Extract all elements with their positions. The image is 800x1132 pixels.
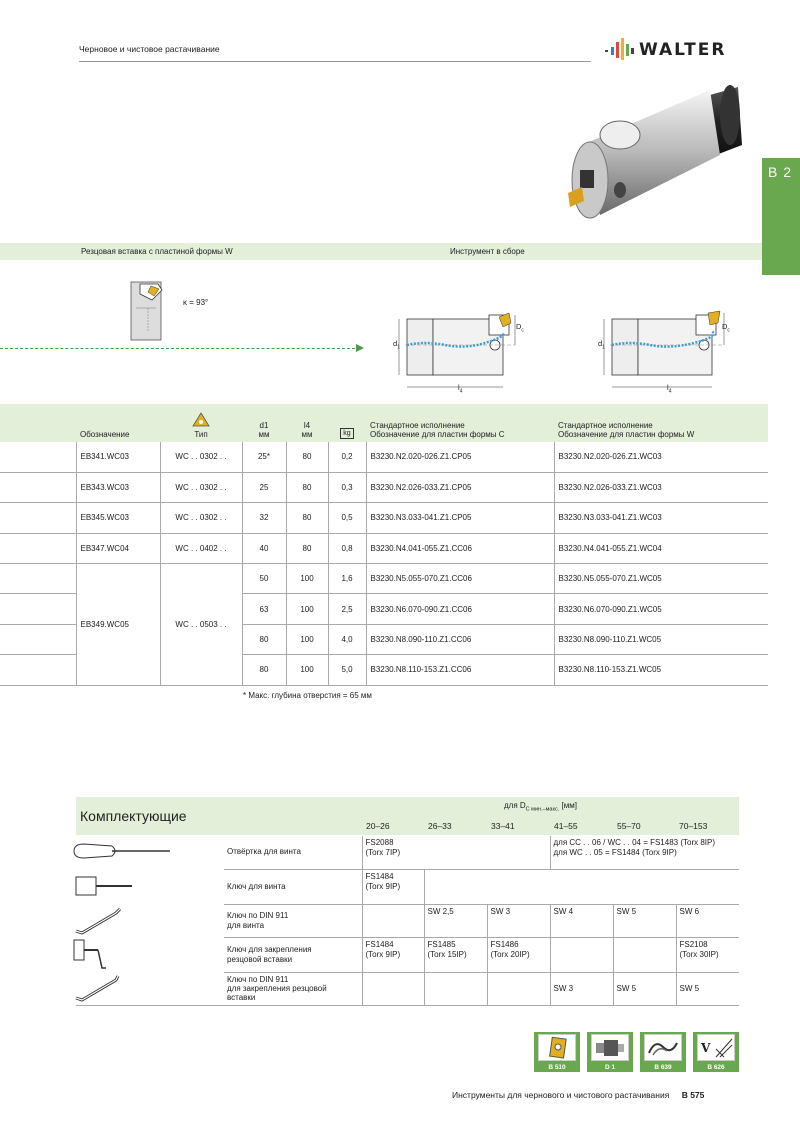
cell-designation-group: EB349.WC05	[76, 564, 160, 686]
header-std-w-line1: Стандартное исполнение	[558, 421, 653, 430]
acc-label: Отвёртка для винта	[224, 836, 362, 869]
badge-b626[interactable]	[693, 1032, 739, 1072]
boring-tool-photo	[560, 75, 750, 235]
cell-d1: 50	[242, 564, 286, 594]
badge-b510[interactable]	[534, 1032, 580, 1072]
d1-subscript: 1	[397, 344, 400, 351]
acc-cell	[613, 937, 676, 972]
cell-std-w: B3230.N2.020-026.Z1.WC03	[554, 442, 768, 472]
table-footnote: * Макс. глубина отверстия = 65 мм	[243, 691, 372, 700]
col-20-26: 20–26	[366, 821, 390, 831]
d1-symbol-2: d	[598, 339, 603, 348]
cell-d1: 80	[242, 624, 286, 654]
header-designation: Обозначение	[76, 404, 160, 442]
product-table	[0, 404, 768, 686]
cell-std-c: B3230.N8.110-153.Z1.CC06	[366, 655, 554, 685]
cell-l4: 80	[286, 472, 328, 502]
page-footer	[452, 1090, 704, 1100]
cell-d1: 40	[242, 533, 286, 563]
walter-logo	[605, 38, 745, 60]
l4-label	[458, 383, 462, 395]
assembly-drawing-large	[590, 305, 740, 395]
cell-type: WC . . 0302 . .	[160, 442, 242, 472]
table-row	[0, 503, 768, 533]
acc-cell: FS1486 (Torx 20IP)	[487, 937, 550, 972]
row-spacer	[0, 624, 76, 654]
cell-kg: 0,8	[328, 533, 366, 563]
cell-std-c: B3230.N5.055-070.Z1.CC06	[366, 564, 554, 594]
assembly-drawing-small	[385, 305, 535, 395]
cell-d1: 25	[242, 472, 286, 502]
table-row	[0, 533, 768, 563]
accessories-bottom-rule	[76, 1005, 739, 1006]
acc-cell: SW 3	[550, 972, 613, 1005]
d1-subscript-2: 1	[602, 344, 605, 351]
cell-l4: 100	[286, 624, 328, 654]
header-std-c-line2: Обозначение для пластин формы С	[370, 430, 505, 439]
cell-d1: 80	[242, 655, 286, 685]
cell-std-c: B3230.N2.026-033.Z1.CP05	[366, 472, 554, 502]
cell-std-c: B3230.N6.070-090.Z1.CC06	[366, 594, 554, 624]
accessories-title: Комплектующие	[80, 808, 187, 824]
header-std-w-line2: Обозначение для пластин формы W	[558, 430, 695, 439]
cell-l4: 100	[286, 655, 328, 685]
chip-icon	[644, 1034, 682, 1061]
cell-std-c: B3230.N4.041-055.Z1.CC06	[366, 533, 554, 563]
acc-label: Ключ для винта	[224, 869, 362, 904]
row-spacer	[0, 594, 76, 624]
cell-kg: 0,5	[328, 503, 366, 533]
acc-cell: SW 5	[613, 972, 676, 1005]
row-spacer	[0, 503, 76, 533]
acc-cell: SW 3	[487, 904, 550, 937]
insert-drawing	[128, 280, 228, 350]
torx-key-icon	[72, 874, 182, 898]
table-row	[0, 442, 768, 472]
footer-title: Инструменты для чернового и чистового растачивания	[452, 1090, 670, 1100]
cell-std-w: B3230.N8.110-153.Z1.WC05	[554, 655, 768, 685]
acc-label: Ключ по DIN 911 для закрепления резцовой вставки	[224, 972, 362, 1005]
cutting-data-icon	[697, 1034, 735, 1061]
col-55-70: 55–70	[617, 821, 641, 831]
cell-d1: 63	[242, 594, 286, 624]
cell-l4: 80	[286, 503, 328, 533]
acc-cell-empty	[424, 869, 739, 904]
cell-std-w: B3230.N8.090-110.Z1.WC05	[554, 624, 768, 654]
acc-cell: FS2088 (Torx 7IP)	[362, 836, 550, 869]
assembly-section-label: Инструмент в сборе	[450, 247, 525, 256]
row-spacer	[0, 655, 76, 685]
weight-icon: kg	[340, 428, 353, 439]
row-spacer	[0, 533, 76, 563]
acc-cell: FS2108 (Torx 30IP)	[676, 937, 739, 972]
chapter-tab-label: B 2	[768, 164, 793, 180]
table-row	[224, 836, 739, 869]
cell-type: WC . . 0302 . .	[160, 472, 242, 502]
cell-type: WC . . 0302 . .	[160, 503, 242, 533]
cell-std-w: B3230.N4.041-055.Z1.WC04	[554, 533, 768, 563]
header-std-c	[366, 404, 554, 442]
hex-key-icon	[72, 905, 182, 935]
cell-designation: EB341.WC03	[76, 442, 160, 472]
cell-type-group: WC . . 0503 . .	[160, 564, 242, 686]
cell-std-c: B3230.N3.033-041.Z1.CP05	[366, 503, 554, 533]
cell-l4: 80	[286, 442, 328, 472]
cell-kg: 4,0	[328, 624, 366, 654]
cell-designation: EB345.WC03	[76, 503, 160, 533]
header-type	[160, 404, 242, 442]
header-d1	[242, 404, 286, 442]
cell-kg: 0,2	[328, 442, 366, 472]
d1-label-2	[598, 339, 605, 351]
col-33-41: 33–41	[491, 821, 515, 831]
header-l4-unit: мм	[301, 430, 313, 439]
range-label-unit: [мм]	[561, 801, 577, 810]
range-label-text: для D	[504, 801, 526, 810]
header-type-label: Тип	[194, 430, 208, 439]
hex-key-long-icon	[72, 972, 182, 1002]
acc-cell: FS1485 (Torx 15IP)	[424, 937, 487, 972]
d1-symbol: d	[393, 339, 398, 348]
flow-arrow-line	[0, 348, 360, 349]
page-number: B 575	[681, 1090, 705, 1100]
badge-b639[interactable]	[640, 1032, 686, 1072]
badge-d1[interactable]	[587, 1032, 633, 1072]
table-row	[0, 564, 768, 594]
row-spacer	[0, 472, 76, 502]
cell-d1: 25*	[242, 442, 286, 472]
t-handle-key-icon	[72, 938, 182, 976]
range-label-sub: C мин.–макс.	[525, 806, 560, 813]
row-spacer	[0, 442, 76, 472]
acc-label: Ключ для закрепления резцовой вставки	[224, 937, 362, 972]
insert-icon	[538, 1034, 576, 1061]
acc-cell	[424, 972, 487, 1005]
badge-label: B 639	[654, 1064, 672, 1071]
dc-subscript: c	[521, 327, 524, 334]
dc-label	[516, 322, 524, 334]
table-header-row	[0, 404, 768, 442]
header-std-w	[554, 404, 768, 442]
dc-symbol: D	[516, 322, 522, 331]
l4-subscript-2: 4	[668, 388, 672, 395]
col-41-55: 41–55	[554, 821, 578, 831]
col-70-153: 70–153	[679, 821, 708, 831]
section-header-band	[0, 243, 762, 260]
acc-cell: SW 2,5	[424, 904, 487, 937]
logo-bars-icon	[605, 38, 635, 60]
dc-symbol-2: D	[722, 322, 728, 331]
cell-std-c: B3230.N8.090-110.Z1.CC06	[366, 624, 554, 654]
l4-symbol: l	[458, 383, 460, 392]
table-row	[0, 472, 768, 502]
chapter-tab[interactable]	[762, 158, 800, 275]
header-spacer	[0, 404, 76, 442]
badge-label: D 1	[604, 1064, 616, 1071]
cell-l4: 100	[286, 594, 328, 624]
acc-cell: SW 4	[550, 904, 613, 937]
cell-std-w: B3230.N3.033-041.Z1.WC03	[554, 503, 768, 533]
table-row	[224, 937, 739, 972]
cell-l4: 100	[286, 564, 328, 594]
header-l4	[286, 404, 328, 442]
l4-subscript: 4	[459, 388, 463, 395]
table-row	[224, 972, 739, 1005]
logo-text: WALTER	[639, 40, 727, 60]
approach-angle-label: κ = 93°	[183, 298, 209, 307]
cell-kg: 5,0	[328, 655, 366, 685]
cell-l4: 80	[286, 533, 328, 563]
header-l4-symbol: l4	[303, 421, 311, 430]
cell-designation: EB347.WC04	[76, 533, 160, 563]
acc-cell: SW 5	[613, 904, 676, 937]
acc-label: Ключ по DIN 911 для винта	[224, 904, 362, 937]
l4-label-2	[667, 383, 671, 395]
cell-kg: 1,6	[328, 564, 366, 594]
cell-type: WC . . 0402 . .	[160, 533, 242, 563]
accessories-table	[224, 836, 739, 1006]
dc-subscript-2: c	[727, 327, 730, 334]
header-rule	[79, 61, 591, 62]
acc-cell: SW 5	[676, 972, 739, 1005]
acc-cell	[487, 972, 550, 1005]
insert-section-label: Резцовая вставка с пластиной формы W	[81, 247, 233, 256]
cell-std-w: B3230.N5.055-070.Z1.WC05	[554, 564, 768, 594]
cell-std-c: B3230.N2.020-026.Z1.CP05	[366, 442, 554, 472]
acc-cell	[550, 937, 613, 972]
screwdriver-icon	[72, 840, 182, 862]
holder-icon	[591, 1034, 629, 1061]
cell-kg: 2,5	[328, 594, 366, 624]
trigon-insert-icon	[192, 412, 210, 428]
acc-cell	[362, 972, 424, 1005]
dc-label-2	[722, 322, 730, 334]
col-26-33: 26–33	[428, 821, 452, 831]
cell-kg: 0,3	[328, 472, 366, 502]
cell-d1: 32	[242, 503, 286, 533]
l4-symbol-2: l	[667, 383, 669, 392]
acc-cell: FS1484 (Torx 9IP)	[362, 937, 424, 972]
header-d1-unit: мм	[258, 430, 270, 439]
cell-std-w: B3230.N6.070-090.Z1.WC05	[554, 594, 768, 624]
badge-label: B 510	[548, 1064, 566, 1071]
header-std-c-line1: Стандартное исполнение	[370, 421, 465, 430]
table-row	[224, 904, 739, 937]
cell-std-w: B3230.N2.026-033.Z1.WC03	[554, 472, 768, 502]
badge-label: B 626	[707, 1064, 725, 1071]
header-d1-symbol: d1	[259, 421, 269, 430]
table-row	[224, 869, 739, 904]
row-spacer	[0, 564, 76, 594]
acc-cell-note: для CC . . 06 / WC . . 04 = FS1483 (Torx 8IP) для WC . . 05 = FS1484 (Torx 9IP)	[550, 836, 739, 869]
accessories-range-label	[504, 801, 577, 813]
cell-designation: EB343.WC03	[76, 472, 160, 502]
acc-cell: SW 6	[676, 904, 739, 937]
svg-text:V: V	[701, 1041, 711, 1055]
acc-cell: FS1484 (Torx 9IP)	[362, 869, 424, 904]
accessories-header	[76, 797, 739, 835]
flow-arrow-head-icon	[356, 344, 364, 352]
acc-cell	[362, 904, 424, 937]
d1-label	[393, 339, 400, 351]
page-header-title: Черновое и чистовое растачивание	[79, 44, 220, 54]
header-weight	[328, 404, 366, 442]
